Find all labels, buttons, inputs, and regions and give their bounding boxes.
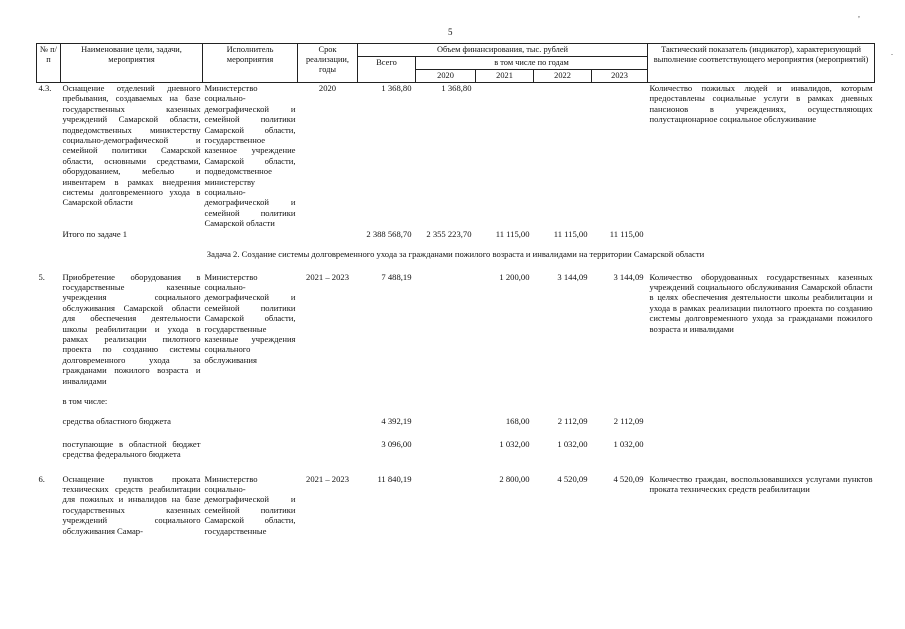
row-y2021: 168,00 <box>505 416 530 427</box>
table-header <box>37 44 875 83</box>
row-y2020: 2 355 223,70 <box>426 228 472 239</box>
table-row <box>37 427 875 460</box>
row-num <box>37 386 61 406</box>
row-term <box>298 406 358 426</box>
row-y2022: 3 144,09 <box>557 271 588 282</box>
row-indicator: Количество оборудованных государственных казенных учреждений социального обслуживания Самарской области в целях обеспечения деятельности школы реабилитации и ухода в рамках реализации пилотного проекта по созданию системы долговременного ухода за гражданами пожилого возраста и инвалидами <box>649 271 873 334</box>
row-y2020 <box>416 406 476 426</box>
row-name: Оснащение пунктов проката технических средств реабилитации для пожилых и инвалидов на базе государственных казенных учреждений социального обслуживания Самар- <box>62 473 201 536</box>
table-row <box>37 406 875 426</box>
table-row <box>37 83 875 229</box>
row-y2022: 2 112,09 <box>557 416 588 427</box>
row-term: 2021 – 2023 <box>306 473 349 484</box>
row-total <box>358 386 416 406</box>
row-executor: Министерство социально-демографической и семейной политики Самарской области, государственные <box>204 473 296 536</box>
header-total: Всего <box>358 57 416 83</box>
table-row <box>37 460 875 536</box>
row-name: средства областного бюджета <box>62 416 171 427</box>
header-funding: Объем финансирования, тыс. рублей <box>358 44 648 57</box>
row-total: 11 840,19 <box>377 473 412 484</box>
row-total: 3 096,00 <box>381 438 412 449</box>
row-term: 2020 <box>318 83 337 93</box>
table-row <box>37 272 875 386</box>
row-y2023: 2 112,09 <box>613 416 644 427</box>
row-y2023: 3 144,09 <box>613 271 644 282</box>
page-number: 5 <box>448 27 453 37</box>
row-y2021 <box>476 83 534 229</box>
row-y2022 <box>534 83 592 229</box>
table-row <box>37 229 875 239</box>
margin-mark: . <box>891 48 893 57</box>
row-indicator: Количество граждан, воспользовавшихся услугами пунктов проката технических средств реабилитации <box>649 473 873 494</box>
row-term: 2021 – 2023 <box>306 271 349 282</box>
row-executor <box>203 386 298 406</box>
row-executor <box>203 427 298 460</box>
row-indicator <box>648 386 875 406</box>
row-y2020 <box>416 386 476 406</box>
row-y2021: 1 032,00 <box>499 438 530 449</box>
table-row <box>37 386 875 406</box>
header-term: Срок реализации, годы <box>298 44 358 83</box>
row-name: в том числе: <box>62 395 108 406</box>
row-num <box>37 406 61 426</box>
row-y2022: 11 115,00 <box>553 228 588 239</box>
header-year: 2020 <box>416 70 476 83</box>
task-heading-row <box>37 239 875 271</box>
row-y2023 <box>592 83 648 229</box>
row-term <box>298 427 358 460</box>
row-num: 6. <box>38 473 45 484</box>
row-y2023: 1 032,00 <box>613 438 644 449</box>
row-indicator <box>648 229 875 239</box>
row-total: 7 488,19 <box>381 271 412 282</box>
row-y2020: 1 368,80 <box>441 83 472 93</box>
row-y2021: 1 200,00 <box>499 271 530 282</box>
row-num <box>37 427 61 460</box>
row-executor: Министерство социально-демографической и семейной политики Самарской области, государственные казенные учреждения социального обслуживания <box>204 271 296 365</box>
margin-mark: , <box>858 10 860 19</box>
header-including: в том числе по годам <box>416 57 648 70</box>
row-num <box>37 229 61 239</box>
header-year: 2023 <box>592 70 648 83</box>
row-total: 1 368,80 <box>381 83 412 93</box>
row-y2023: 4 520,09 <box>613 473 644 484</box>
row-y2023 <box>592 386 648 406</box>
row-num: 4.3. <box>38 83 52 93</box>
row-y2023: 11 115,00 <box>609 228 644 239</box>
row-name: Приобретение оборудования в государственные казенные учреждения социального обслуживания Самарской области для обеспечения деятельности школы реабилитации и ухода в рамках реализации пилотного проекта по созданию системы долговременного ухода за гражданами пожилого возраста и инвалидами <box>62 271 201 386</box>
row-name: поступающие в областной бюджет средства федерального бюджета <box>62 438 201 460</box>
row-y2020 <box>416 460 476 536</box>
row-y2021: 2 800,00 <box>499 473 530 484</box>
row-y2020 <box>416 272 476 386</box>
row-y2021 <box>476 386 534 406</box>
row-name: Оснащение отделений дневного пребывания, создаваемых на базе государственных казенных учреждений Самарской области, подведомственных министерству социально-демографической и семейной политики Самарской области, основными средствами, оборудованием, мебелью и инвентарем в рамках внедрения системы долговременного ухода в Самарской области <box>62 83 201 208</box>
header-indicator: Тактический показатель (индикатор), характеризующий выполнение соответствующего мероприятия (мероприятий) <box>648 44 875 83</box>
row-y2022: 4 520,09 <box>557 473 588 484</box>
row-term <box>298 229 358 239</box>
row-indicator <box>648 406 875 426</box>
row-name: Итого по задаче 1 <box>62 228 128 239</box>
program-table <box>36 43 875 536</box>
task-heading: Задача 2. Создание системы долговременного ухода за гражданами пожилого возраста и инвалидами на территории Самарской области <box>206 249 705 260</box>
row-y2022 <box>534 386 592 406</box>
row-term <box>298 386 358 406</box>
row-total: 4 392,19 <box>381 416 412 427</box>
row-y2020 <box>416 427 476 460</box>
header-num: № п/п <box>37 44 61 83</box>
row-executor <box>203 406 298 426</box>
header-executor: Исполнитель мероприятия <box>203 44 298 83</box>
row-num: 5. <box>38 271 45 282</box>
row-indicator: Количество пожилых людей и инвалидов, которым предоставлены социальные услуги в рамках дневных пансионов в учреждениях, осуществляющих полустационарное социальное обслуживание <box>649 83 873 125</box>
row-indicator <box>648 427 875 460</box>
row-y2021: 11 115,00 <box>495 228 530 239</box>
row-total: 2 388 568,70 <box>366 228 412 239</box>
header-year: 2021 <box>476 70 534 83</box>
row-executor <box>203 229 298 239</box>
header-year: 2022 <box>534 70 592 83</box>
header-name: Наименование цели, задачи, мероприятия <box>61 44 203 83</box>
row-executor: Министерство социально-демографической и семейной политики Самарской области, государственное казенное учреждение Самарской области, подведомственное министерству социально-демографической и семейной политики Самарской области <box>204 83 296 229</box>
row-y2022: 1 032,00 <box>557 438 588 449</box>
